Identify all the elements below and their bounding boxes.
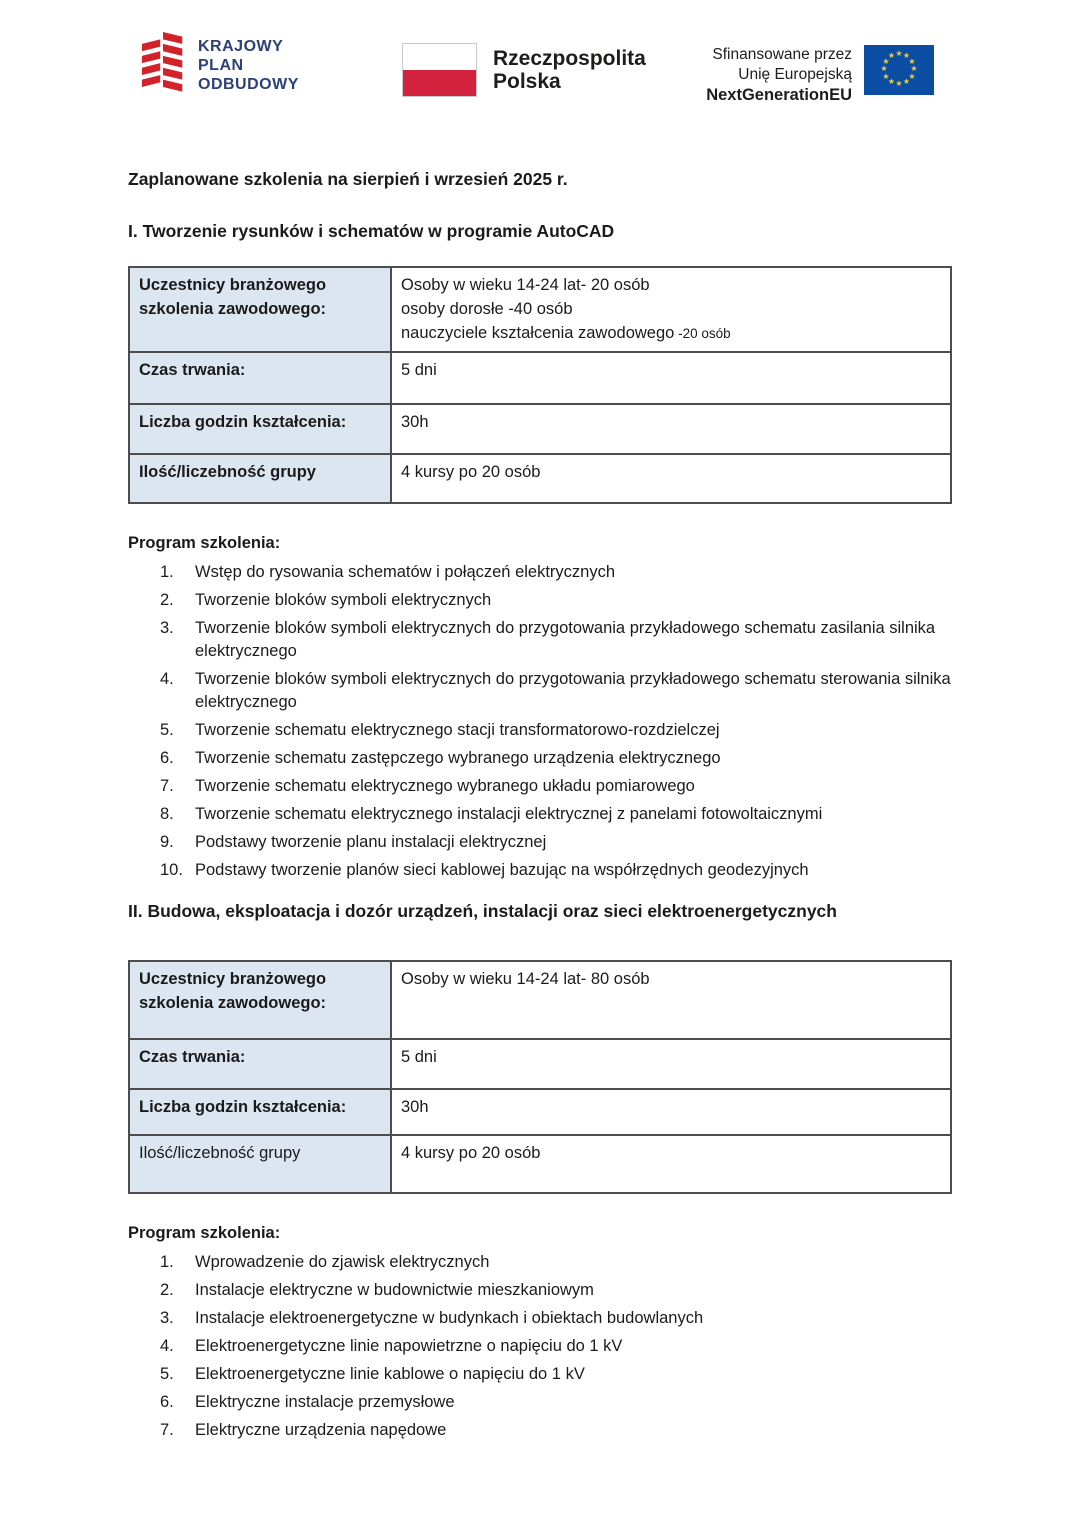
table-value: 30h xyxy=(391,404,951,454)
list-item: 7. Tworzenie schematu elektrycznego wybranego układu pomiarowego xyxy=(160,777,695,795)
list-item: 3. Instalacje elektroenergetyczne w budynkach i obiektach budowlanych xyxy=(160,1309,704,1327)
list-item: 2. Tworzenie bloków symboli elektrycznych xyxy=(160,591,492,609)
table-label: Uczestnicy branżowego szkolenia zawodowego: xyxy=(129,961,391,1039)
list-item: 4. Elektroenergetyczne linie napowietrzne o napięciu do 1 kV xyxy=(160,1337,623,1355)
table-value: 4 kursy po 20 osób xyxy=(391,1135,951,1193)
program-list-2 xyxy=(128,1251,952,1442)
section-1-heading: I. Tworzenie rysunków i schematów w programie AutoCAD xyxy=(128,221,615,241)
training-info-table-2 xyxy=(128,960,952,1194)
table-label: Czas trwania: xyxy=(129,1039,391,1089)
table-value: 4 kursy po 20 osób xyxy=(391,454,951,503)
section-2-heading: II. Budowa, eksploatacja i dozór urządzeń, instalacji oraz sieci elektroenergetycznych xyxy=(128,901,837,921)
kpo-logo-text: KRAJOWY PLAN ODBUDOWY xyxy=(198,37,299,93)
list-item: 9. Podstawy tworzenie planu instalacji elektrycznej xyxy=(160,833,547,851)
table-label: Czas trwania: xyxy=(129,352,391,404)
list-item: 6. Tworzenie schematu zastępczego wybranego urządzenia elektrycznego xyxy=(160,749,721,767)
table-value: 5 dni xyxy=(391,352,951,404)
training-info-table-1 xyxy=(128,266,952,504)
poland-flag-icon xyxy=(402,43,477,97)
table-value: 30h xyxy=(391,1089,951,1135)
page-title: Zaplanowane szkolenia na sierpień i wrzesień 2025 r. xyxy=(128,169,568,189)
program-list-1 xyxy=(128,561,952,882)
table-value: Osoby w wieku 14-24 lat- 20 osób osoby dorosłe -40 osób nauczyciele kształcenia zawodowego -20 osób xyxy=(391,267,951,352)
list-item: 1. Wstęp do rysowania schematów i połączeń elektrycznych xyxy=(160,563,616,581)
eu-funding-logo xyxy=(640,45,934,105)
list-item: 3. Tworzenie bloków symboli elektrycznych do przygotowania przykładowego schematu zasilania silnika elektrycznego xyxy=(160,619,936,660)
table-value: 5 dni xyxy=(391,1039,951,1089)
table-label: Ilość/liczebność grupy xyxy=(129,454,391,503)
program-heading-1: Program szkolenia: xyxy=(128,534,281,552)
kpo-logo xyxy=(140,32,299,98)
list-item: 4. Tworzenie bloków symboli elektrycznych do przygotowania przykładowego schematu sterowania silnika elektrycznego xyxy=(160,670,951,711)
poland-logo xyxy=(402,43,646,97)
eu-flag-icon: ★ ★ ★ ★ ★ ★ ★ ★ ★ ★ ★ ★ xyxy=(864,45,934,95)
list-item: 8. Tworzenie schematu elektrycznego instalacji elektrycznej z panelami fotowoltaicznymi xyxy=(160,805,823,823)
poland-logo-text: Rzeczpospolita Polska xyxy=(493,47,646,93)
list-item: 7. Elektryczne urządzenia napędowe xyxy=(160,1421,447,1439)
list-item: 2. Instalacje elektryczne w budownictwie mieszkaniowym xyxy=(160,1281,594,1299)
table-label: Uczestnicy branżowego szkolenia zawodowego: xyxy=(129,267,391,352)
list-item: 10. Podstawy tworzenie planów sieci kablowej bazując na współrzędnych geodezyjnych xyxy=(160,861,809,879)
program-heading-2: Program szkolenia: xyxy=(128,1224,281,1242)
list-item: 5. Tworzenie schematu elektrycznego stacji transformatorowo-rozdzielczej xyxy=(160,721,720,739)
list-item: 6. Elektryczne instalacje przemysłowe xyxy=(160,1393,455,1411)
table-value: Osoby w wieku 14-24 lat- 80 osób xyxy=(391,961,951,1039)
table-label: Ilość/liczebność grupy xyxy=(129,1135,391,1193)
list-item: 5. Elektroenergetyczne linie kablowe o napięciu do 1 kV xyxy=(160,1365,585,1383)
table-label: Liczba godzin kształcenia: xyxy=(129,404,391,454)
eu-funding-text: Sfinansowane przez Unię Europejską NextGenerationEU xyxy=(706,46,852,104)
list-item: 1. Wprowadzenie do zjawisk elektrycznych xyxy=(160,1253,490,1271)
table-label: Liczba godzin kształcenia: xyxy=(129,1089,391,1135)
kpo-building-icon xyxy=(140,32,186,98)
logo-header xyxy=(0,0,1080,140)
